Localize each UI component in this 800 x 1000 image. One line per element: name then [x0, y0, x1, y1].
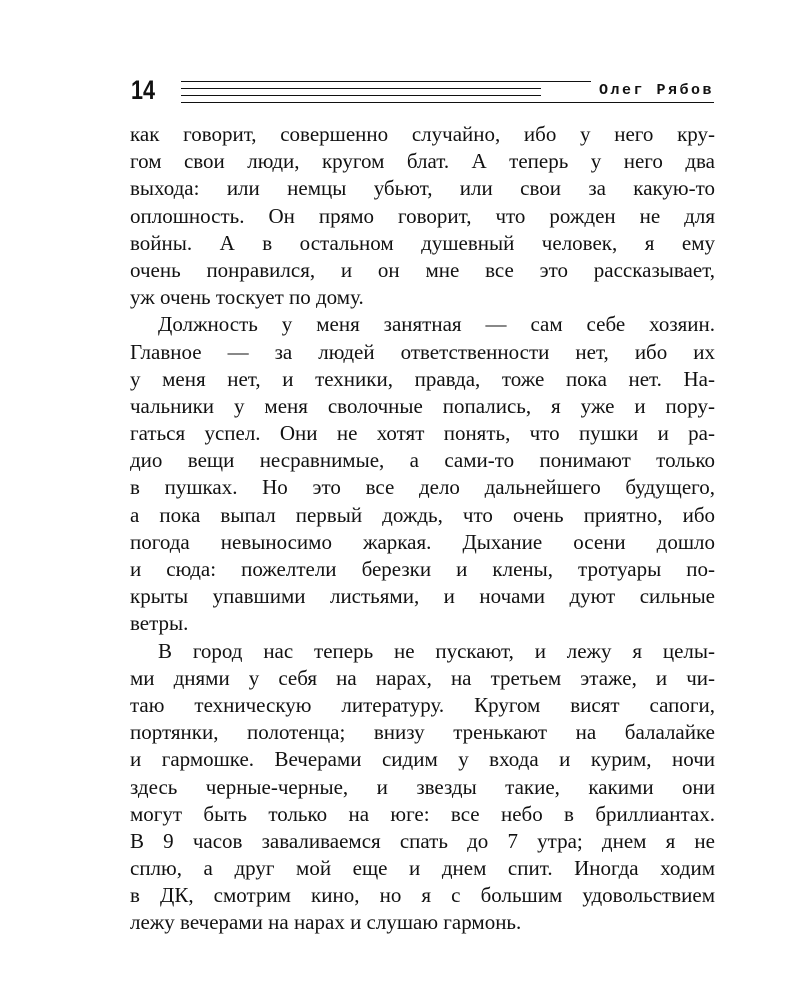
text-line: дио вещи несравнимые, а сами-то понимают только: [130, 448, 715, 473]
text-line: чальники у меня сволочные попались, я уже и пору-: [130, 393, 715, 418]
text-line: войны. А в остальном душевный человек, я ему: [130, 230, 715, 255]
text-line: Главное — за людей ответственности нет, ибо их: [130, 339, 715, 364]
text-line: Должность у меня занятная — сам себе хозяин.: [158, 312, 715, 337]
text-line: погода невыносимо жаркая. Дыхание осени дошло: [130, 529, 715, 554]
text-line: у меня нет, и техники, правда, тоже пока нет. На-: [130, 366, 715, 391]
text-line: и гармошке. Вечерами сидим у входа и курим, ночи: [130, 747, 715, 772]
text-line: оплошность. Он прямо говорит, что рожден не для: [130, 203, 715, 228]
text-line: выхода: или немцы убьют, или свои за какую-то: [130, 176, 715, 201]
text-line: В город нас теперь не пускают, и лежу я целы-: [158, 638, 715, 663]
text-line: сплю, а друг мой еще и днем спит. Иногда ходим: [130, 856, 715, 881]
text-line: крыты упавшими листьями, и ночами дуют сильные: [130, 584, 715, 609]
text-line: как говорит, совершенно случайно, ибо у него кру-: [130, 122, 715, 146]
text-line: очень понравился, и он мне все это рассказывает,: [130, 257, 715, 282]
text-line: уж очень тоскует по дому.: [130, 285, 364, 310]
running-head-author: Олег Рябов: [591, 81, 714, 101]
text-line: в ДК, смотрим кино, но я с большим удовольствием: [130, 883, 715, 908]
text-line: В 9 часов заваливаемся спать до 7 утра; днем я не: [130, 828, 715, 853]
header-rule: [181, 95, 541, 96]
text-line: и сюда: пожелтели березки и клены, тротуары по-: [130, 557, 715, 581]
text-line: портянки, полотенца; внизу тренькают на балалайке: [130, 720, 715, 745]
text-line: здесь черные-черные, и звезды такие, какими они: [130, 774, 715, 799]
page-number: 14: [131, 75, 156, 105]
text-line: гаться успел. Они не хотят понять, что пушки и ра-: [130, 421, 715, 446]
text-line: а пока выпал первый дождь, что очень приятно, ибо: [130, 502, 715, 527]
header-rule: [181, 102, 714, 103]
header-rule: [181, 88, 541, 89]
text-line: гом свои люди, кругом блат. А теперь у него два: [130, 149, 715, 174]
text-line: ми днями у себя на нарах, на третьем этаже, и чи-: [130, 665, 715, 690]
body-text: [130, 121, 715, 937]
text-line: лежу вечерами на нарах и слушаю гармонь.: [130, 910, 522, 935]
text-line: в пушках. Но это все дело дальнейшего будущего,: [130, 475, 715, 500]
text-line: ветры.: [130, 611, 189, 636]
text-line: могут быть только на юге: все небо в бриллиантах.: [130, 801, 715, 826]
text-line: таю техническую литературу. Кругом висят сапоги,: [130, 692, 715, 717]
